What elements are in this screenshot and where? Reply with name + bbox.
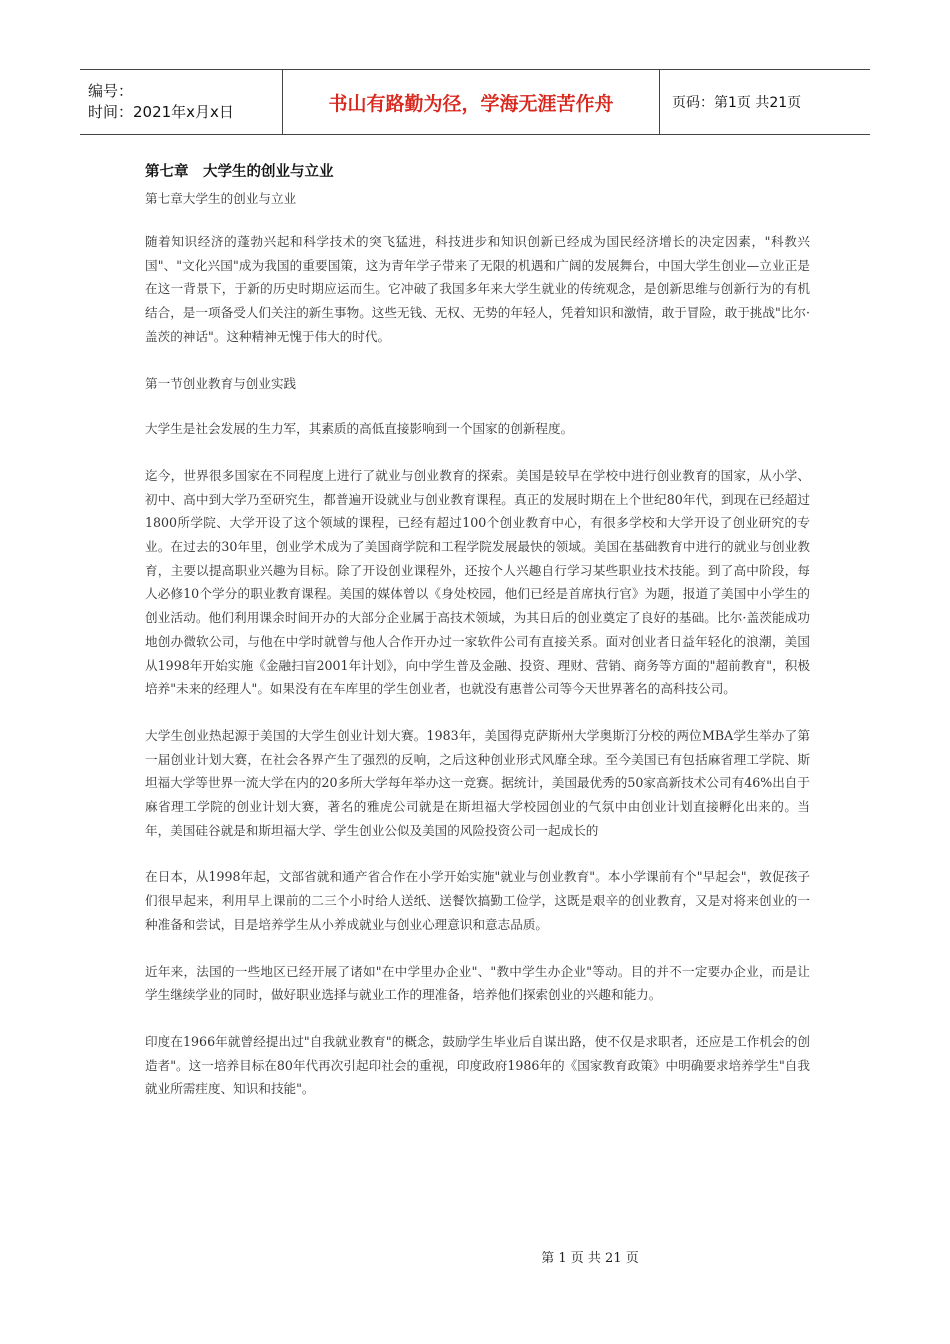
header-motto-cell <box>282 70 660 134</box>
paragraph: 在日本，从1998年起，文部省就和通产省合作在小学开始实施"就业与创业教育"。本小学课前有个"早起会"，敦促孩子们很早起来，利用早上课前的二三个小时给人送纸、送餐饮搞勤工俭学，这既是艰辛的创业教育，又是对将来创业的一种准备和尝试，目是培养学生从小养成就业与创业心理意识和意志品质。 <box>145 869 810 932</box>
section-heading: 第一节创业教育与创业实践 <box>145 375 297 391</box>
header-page-info-cell <box>660 70 870 134</box>
document-number-label: 编号： <box>88 82 134 100</box>
document-body <box>145 162 810 1124</box>
header-motto: 书山有路勤为径，学海无涯苦作舟 <box>328 92 614 115</box>
chapter-subtitle: 第七章大学生的创业与立业 <box>145 191 297 206</box>
paragraph: 印度在1966年就曾经提出过"自我就业教育"的概念，鼓励学生毕业后自谋出路，使不仅是求职者，还应是工作机会的创造者"。这一培养目标在80年代再次引起印社会的重视，印度政府1986年的《国家教育政策》中明确要求培养学生"自我就业所需疰度、知识和技能"。 <box>145 1033 810 1097</box>
paragraph: 大学生是社会发展的生力军，其素质的高低直接影响到一个国家的创新程度。 <box>145 421 574 437</box>
chapter-title: 第七章 大学生的创业与立业 <box>145 164 334 180</box>
page-header <box>80 69 870 135</box>
paragraph: 近年来，法国的一些地区已经开展了诸如"在中学里办企业"、"教中学生办企业"等动。目的并不一定要办企业，而是让学生继续学业的同时，做好职业选择与就业工作的理准备，培养他们探索创业的兴趣和能力。 <box>145 963 810 1003</box>
header-meta <box>80 70 282 134</box>
paragraph: 大学生创业热起源于美国的大学生创业计划大赛。1983年，美国得克萨斯州大学奥斯汀分校的两位MBA学生举办了第一届创业计划大赛，在社会各界产生了强烈的反响，之后这种创业形式风靡全球。至今美国已有包括麻省理工学院、斯坦福大学等世界一流大学在内的20多所大学每年举办这一竞赛。据统计，美国最优秀的50家高新技术公司有46%出自于麻省理工学院的创业计划大赛，著名的雅虎公司就是在斯坦福大学校园创业的气氛中由创业计划直接孵化出来的。当年，美国硅谷就是和斯坦福大学、学生创业公似及美国的风险投资公司一起成长的 <box>145 727 810 838</box>
paragraph: 迄今，世界很多国家在不同程度上进行了就业与创业教育的探索。美国是较早在学校中进行创业教育的国家，从小学、初中、高中到大学乃至研究生，都普遍开设就业与创业教育课程。真正的发展时期在上个世纪80年代，到现在已经超过1800所学院、大学开设了这个领域的课程，已经有超过100个创业教育中心，有很多学校和大学开设了创业研究的专业。在过去的30年里，创业学术成为了美国商学院和工程学院发展最快的领域。美国在基础教育中进行的就业与创业教育，主要以提高职业兴趣为目标。除了开设创业课程外，还按个人兴趣自行学习某些职业技术技能。到了高中阶段，每人必修10个学分的职业教育课程。美国的媒体曾以《身处校园，他们已经是首席执行官》为题，报道了美国中小学生的创业活动。他们利用课余时间开办的大部分企业属于高技术领域，为其日后的创业奠定了良好的基础。比尔·盖茨能成功地创办微软公司，与他在中学时就曾与他人合作开办过一家软件公司有直接关系。面对创业者日益年轻化的浪潮，美国从1998年开始实施《金融扫盲2001年计划》，向中学生普及金融、投资、理财、营销、商务等方面的"超前教育"，积极培养"未来的经理人"。如果没有在车库里的学生创业者，也就没有惠普公司等今天世界著名的高科技公司。 <box>145 467 810 697</box>
document-date: 时间：2021年x月x日 <box>88 103 234 121</box>
page-footer: 第 1 页 共 21 页 <box>541 1251 639 1266</box>
header-page-info: 页码：第1页 共21页 <box>672 95 802 111</box>
paragraph-intro: 随着知识经济的蓬勃兴起和科学技术的突飞猛进，科技进步和知识创新已经成为国民经济增长的决定因素，"科教兴国"、"文化兴国"成为我国的重要国策，这为青年学子带来了无限的机遇和广阔的发展舞台，中国大学生创业—立业正是在这一背景下，于新的历史时期应运而生。它冲破了我国多年来大学生就业的传统观念，是创新思维与创新行为的有机结合，是一项备受人们关注的新生事物。这些无钱、无权、无势的年轻人，凭着知识和激情，敢于冒险，敢于挑战"比尔·盖茨的神话"。这种精神无愧于伟大的时代。 <box>145 234 810 344</box>
